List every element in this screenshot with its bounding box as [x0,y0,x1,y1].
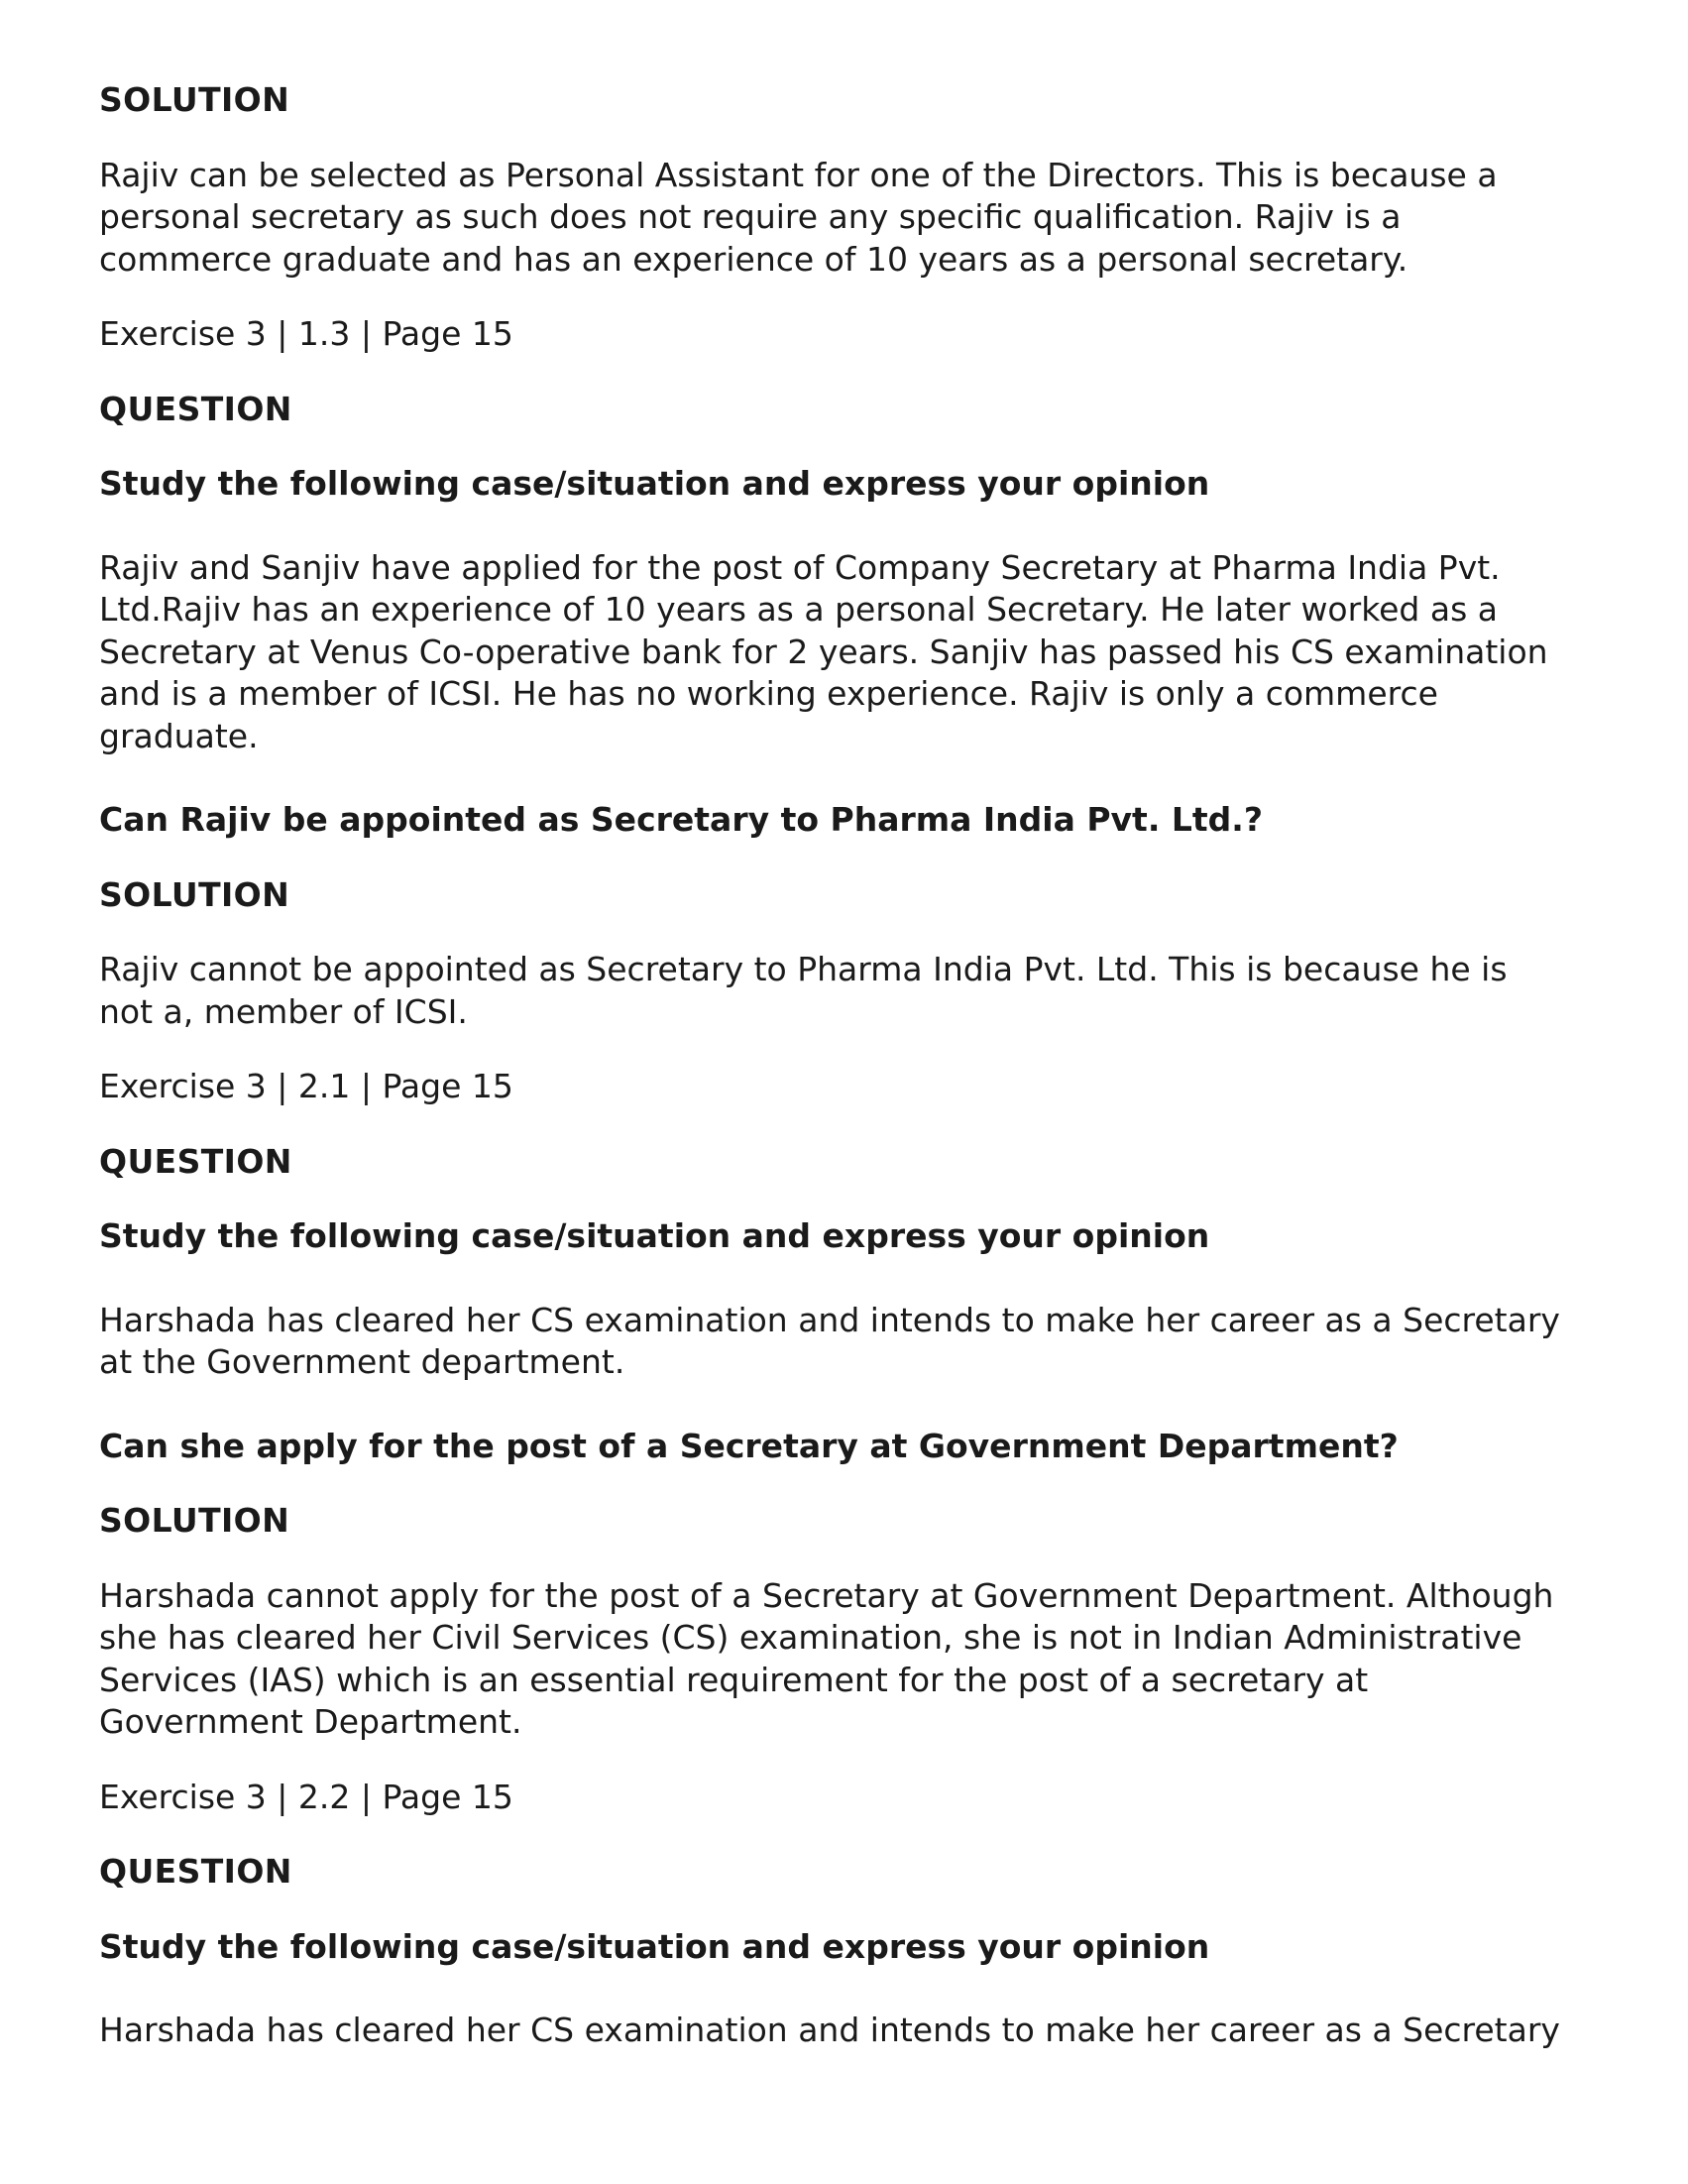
question-instruction: Study the following case/situation and express your opinion [99,1926,1210,1966]
case-text: Harshada has cleared her CS examination and intends to make her career as a Secretary [99,2011,1560,2049]
solution-heading: SOLUTION [99,874,290,914]
exercise-reference: Exercise 3 | 2.1 | Page 15 [99,1067,513,1105]
case-text: Rajiv and Sanjiv have applied for the post of Company Secretary at Pharma India Pvt. Ltd.Rajiv has an experience of 10 years as a personal Secretary. He later worked as a Secretary at Venus Co-operative bank for 2 years. Sanjiv has passed his CS examination and is a member of ICSI. He has no working experience. Rajiv is only a commerce graduate. [99,547,1548,755]
solution-text: Harshada cannot apply for the post of a Secretary at Government Department. Although she has cleared her Civil Services (CS) examination, she is not in Indian Administrative Services (IAS) which is an essential requirement for the post of a secretary at Government Department. [99,1575,1554,1741]
exercise-reference: Exercise 3 | 1.3 | Page 15 [99,314,513,353]
question-heading: QUESTION [99,389,292,428]
document-page [99,79,1626,2052]
solution-heading: SOLUTION [99,80,290,119]
question-prompt: Can Rajiv be appointed as Secretary to Pharma India Pvt. Ltd.? [99,800,1263,839]
solution-heading: SOLUTION [99,1501,290,1540]
question-prompt: Can she apply for the post of a Secretary at Government Department? [99,1426,1399,1465]
question-instruction: Study the following case/situation and express your opinion [99,1216,1210,1255]
question-heading: QUESTION [99,1141,292,1181]
exercise-reference: Exercise 3 | 2.2 | Page 15 [99,1777,513,1816]
solution-text: Rajiv cannot be appointed as Secretary to Pharma India Pvt. Ltd. This is because he is not a, member of ICSI. [99,950,1508,1031]
solution-text: Rajiv can be selected as Personal Assistant for one of the Directors. This is because a personal secretary as such does not require any specific qualification. Rajiv is a commerce graduate and has an experience of 10 years as a personal secretary. [99,155,1498,279]
question-heading: QUESTION [99,1852,292,1891]
case-text: Harshada has cleared her CS examination and intends to make her career as a Secretary at the Government department. [99,1300,1560,1381]
question-instruction: Study the following case/situation and express your opinion [99,464,1210,503]
